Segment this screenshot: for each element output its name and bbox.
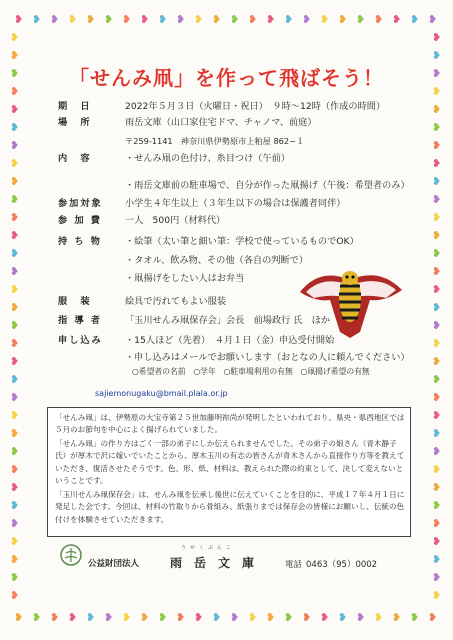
detail-value: ・申し込みはメールでお願いします（おとなの人に頼んでください） xyxy=(125,352,410,363)
detail-label: 持 ち 物 xyxy=(58,236,102,247)
note-paragraph: 「玉川せんみ凧保存会」は、せんみ凧を伝承し後世に伝えていくことを目的に、平成１７年４月１日に発足した会です。今回は、材料の竹取りから骨組み、紙張りまでは保存会の皆様にお願いし、伝統の色付けを体験させていただきます。 xyxy=(55,490,405,524)
detail-label: 参加対象 xyxy=(58,198,103,209)
bird-icon: ❥ xyxy=(284,13,294,26)
bird-icon: ❥ xyxy=(432,535,442,548)
bird-icon: ❥ xyxy=(10,67,20,80)
kite-icon xyxy=(290,262,410,342)
bird-icon: ❥ xyxy=(432,463,442,476)
bird-icon: ❥ xyxy=(266,611,276,624)
detail-label: 期 日 xyxy=(58,101,92,112)
bird-icon: ❥ xyxy=(432,85,442,98)
bird-icon: ❥ xyxy=(158,611,168,624)
bird-icon: ❥ xyxy=(432,589,442,602)
bird-icon: ❥ xyxy=(432,337,442,350)
bird-icon: ❥ xyxy=(10,283,20,296)
org-name: 雨 岳 文 庫 xyxy=(170,556,255,570)
background-notes xyxy=(47,407,411,537)
detail-value: 2022年５月３日（火曜日・祝日） ９時～12時（作成の時間） xyxy=(125,101,386,112)
bird-icon: ❥ xyxy=(432,283,442,296)
bird-icon: ❥ xyxy=(432,481,442,494)
bird-icon: ❥ xyxy=(10,337,20,350)
bird-icon: ❥ xyxy=(10,373,20,386)
bird-icon: ❥ xyxy=(10,229,20,242)
detail-value: 〒259-1141 神奈川県伊勢原市上粕屋 862−１ xyxy=(125,136,305,146)
bird-icon: ❥ xyxy=(432,373,442,386)
bird-icon: ❥ xyxy=(432,49,442,62)
bird-icon: ❥ xyxy=(140,13,150,26)
bird-icon: ❥ xyxy=(14,611,24,624)
detail-label: 指 導 者 xyxy=(58,315,102,326)
phone-label: 電話 xyxy=(285,560,303,570)
bird-icon: ❥ xyxy=(432,229,442,242)
bird-icon: ❥ xyxy=(10,301,20,314)
bird-icon: ❥ xyxy=(104,611,114,624)
bird-icon: ❥ xyxy=(10,247,20,260)
bird-icon: ❥ xyxy=(10,103,20,116)
bird-icon: ❥ xyxy=(10,139,20,152)
bird-icon: ❥ xyxy=(302,13,312,26)
bird-icon: ❥ xyxy=(248,611,258,624)
detail-value: ・せんみ凧の色付け、糸目つけ（午前） xyxy=(125,153,291,164)
bird-icon: ❥ xyxy=(432,139,442,152)
bird-icon: ❥ xyxy=(432,553,442,566)
bird-icon: ❥ xyxy=(432,409,442,422)
detail-value: 小学生４年生以上（３年生以下の場合は保護者同伴） xyxy=(125,198,346,209)
bird-icon: ❥ xyxy=(10,589,20,602)
bird-icon: ❥ xyxy=(410,611,420,624)
bird-icon: ❥ xyxy=(176,13,186,26)
bird-icon: ❥ xyxy=(86,13,96,26)
bird-icon: ❥ xyxy=(86,611,96,624)
bird-icon: ❥ xyxy=(374,13,384,26)
bird-icon: ❥ xyxy=(266,13,276,26)
bird-icon: ❥ xyxy=(10,445,20,458)
detail-label: 参 加 費 xyxy=(58,215,102,226)
bird-icon: ❥ xyxy=(50,611,60,624)
bird-icon: ❥ xyxy=(68,611,78,624)
bird-icon: ❥ xyxy=(10,85,20,98)
bird-icon: ❥ xyxy=(432,31,442,44)
bird-icon: ❥ xyxy=(432,121,442,134)
bird-icon: ❥ xyxy=(10,391,20,404)
bird-icon: ❥ xyxy=(68,13,78,26)
org-name-ruby: うがくぶんこ xyxy=(181,545,236,551)
bird-icon: ❥ xyxy=(338,13,348,26)
bird-icon: ❥ xyxy=(392,611,402,624)
bird-icon: ❥ xyxy=(10,175,20,188)
detail-value: 雨岳文庫（山口家住宅ドマ、チャノマ、前庭） xyxy=(125,117,317,128)
bird-icon: ❥ xyxy=(10,265,20,278)
bird-icon: ❥ xyxy=(122,611,132,624)
bird-icon: ❥ xyxy=(10,535,20,548)
bird-icon: ❥ xyxy=(10,355,20,368)
bird-icon: ❥ xyxy=(10,193,20,206)
bird-icon: ❥ xyxy=(10,319,20,332)
bird-icon: ❥ xyxy=(410,13,420,26)
detail-value: 絵具で汚れてもよい服装 xyxy=(125,296,227,307)
bird-icon: ❥ xyxy=(140,611,150,624)
bird-icon: ❥ xyxy=(302,611,312,624)
bird-icon: ❥ xyxy=(432,67,442,80)
bird-icon: ❥ xyxy=(320,611,330,624)
bird-icon: ❥ xyxy=(10,481,20,494)
bird-icon: ❥ xyxy=(10,463,20,476)
bird-icon: ❥ xyxy=(432,301,442,314)
bird-icon: ❥ xyxy=(10,31,20,44)
bird-icon: ❥ xyxy=(432,247,442,260)
bird-icon: ❥ xyxy=(122,13,132,26)
bird-icon: ❥ xyxy=(432,157,442,170)
bird-icon: ❥ xyxy=(432,175,442,188)
detail-label: 申し込み xyxy=(58,335,103,346)
bird-icon: ❥ xyxy=(194,13,204,26)
bird-icon: ❥ xyxy=(212,13,222,26)
bird-icon: ❥ xyxy=(374,611,384,624)
detail-label: 場 所 xyxy=(58,117,92,128)
bird-icon: ❥ xyxy=(356,13,366,26)
note-paragraph: 「せんみ凧」の作り方はごく一部の弟子にしか伝えられませんでした。その弟子の娘さん（青木静子氏）が厚木で沢に嫁いでいたことから、厚木玉川の有志の皆さんが青木さんから直接作り方等を教えていただき、復活させたそうです。色、形、紙、材料は、教えられた際の約束として、決して変えないということです。 xyxy=(55,439,405,486)
bird-icon: ❥ xyxy=(10,157,20,170)
bird-icon: ❥ xyxy=(392,13,402,26)
org-type: 公益財団法人 xyxy=(88,559,140,569)
bird-icon: ❥ xyxy=(230,13,240,26)
detail-value: ○希望者の名前 ○学年 ○駐車場利用の有無 ○凧揚げ希望の有無 xyxy=(132,367,370,376)
bird-icon: ❥ xyxy=(212,611,222,624)
detail-value: 一人 500円（材料代） xyxy=(125,215,226,226)
bird-icon: ❥ xyxy=(194,611,204,624)
bird-icon: ❥ xyxy=(10,121,20,134)
detail-value: 「玉川せんみ凧保存会」会長 前場政行 氏 ほか xyxy=(125,315,331,326)
bird-icon: ❥ xyxy=(428,611,438,624)
bird-icon: ❥ xyxy=(104,13,114,26)
bird-icon: ❥ xyxy=(432,445,442,458)
organization-logo xyxy=(60,544,82,566)
detail-label: 服 装 xyxy=(58,296,92,307)
bird-icon: ❥ xyxy=(432,211,442,224)
bird-icon: ❥ xyxy=(432,103,442,116)
bird-icon: ❥ xyxy=(432,391,442,404)
bird-icon: ❥ xyxy=(158,13,168,26)
bird-icon: ❥ xyxy=(432,517,442,530)
bird-icon: ❥ xyxy=(10,517,20,530)
bird-icon: ❥ xyxy=(10,571,20,584)
bird-icon: ❥ xyxy=(432,571,442,584)
detail-value: ・雨岳文庫前の駐車場で、自分が作った凧揚げ（午後：希望者のみ） xyxy=(125,180,410,191)
bird-icon: ❥ xyxy=(428,13,438,26)
bird-icon: ❥ xyxy=(432,265,442,278)
bird-icon: ❥ xyxy=(230,611,240,624)
bird-icon: ❥ xyxy=(432,193,442,206)
bird-icon: ❥ xyxy=(176,611,186,624)
bird-icon: ❥ xyxy=(320,13,330,26)
bird-icon: ❥ xyxy=(10,211,20,224)
bird-icon: ❥ xyxy=(432,355,442,368)
detail-value: ・15人ほど（先着） ４月１日（金）申込受付開始 xyxy=(125,335,335,346)
bird-icon: ❥ xyxy=(32,611,42,624)
bird-icon: ❥ xyxy=(432,319,442,332)
detail-value: ・凧揚げをしたい人はお弁当 xyxy=(125,273,245,284)
bird-icon: ❥ xyxy=(10,409,20,422)
flyer-title: 「せんみ凧」を作って飛ばそう！ xyxy=(69,66,384,90)
phone-number[interactable]: 0463（95）0002 xyxy=(306,560,378,570)
bird-icon: ❥ xyxy=(284,611,294,624)
detail-value: ・絵筆（太い筆と細い筆：学校で使っているものでOK） xyxy=(125,236,359,247)
bird-icon: ❥ xyxy=(10,49,20,62)
detail-value: ・タオル、飲み物、その他（各自の判断で） xyxy=(125,255,309,266)
bird-icon: ❥ xyxy=(10,427,20,440)
detail-label: 内 容 xyxy=(58,153,92,164)
bird-icon: ❥ xyxy=(248,13,258,26)
bird-icon: ❥ xyxy=(432,499,442,512)
note-paragraph: 「せんみ凧」は、伊勢原の大宝寺第２５世加藤明祢尚が発明したといわれており、県央・県西地区では５月のお節句を中心によく揚げられていました。 xyxy=(55,413,405,435)
bird-icon: ❥ xyxy=(32,13,42,26)
contact-email[interactable]: sajiemonugaku@bmail.plala.or.jp xyxy=(95,389,228,398)
bird-icon: ❥ xyxy=(10,553,20,566)
bird-icon: ❥ xyxy=(338,611,348,624)
bird-icon: ❥ xyxy=(432,427,442,440)
bird-icon: ❥ xyxy=(14,13,24,26)
bird-icon: ❥ xyxy=(356,611,366,624)
bird-icon: ❥ xyxy=(10,499,20,512)
bird-icon: ❥ xyxy=(50,13,60,26)
